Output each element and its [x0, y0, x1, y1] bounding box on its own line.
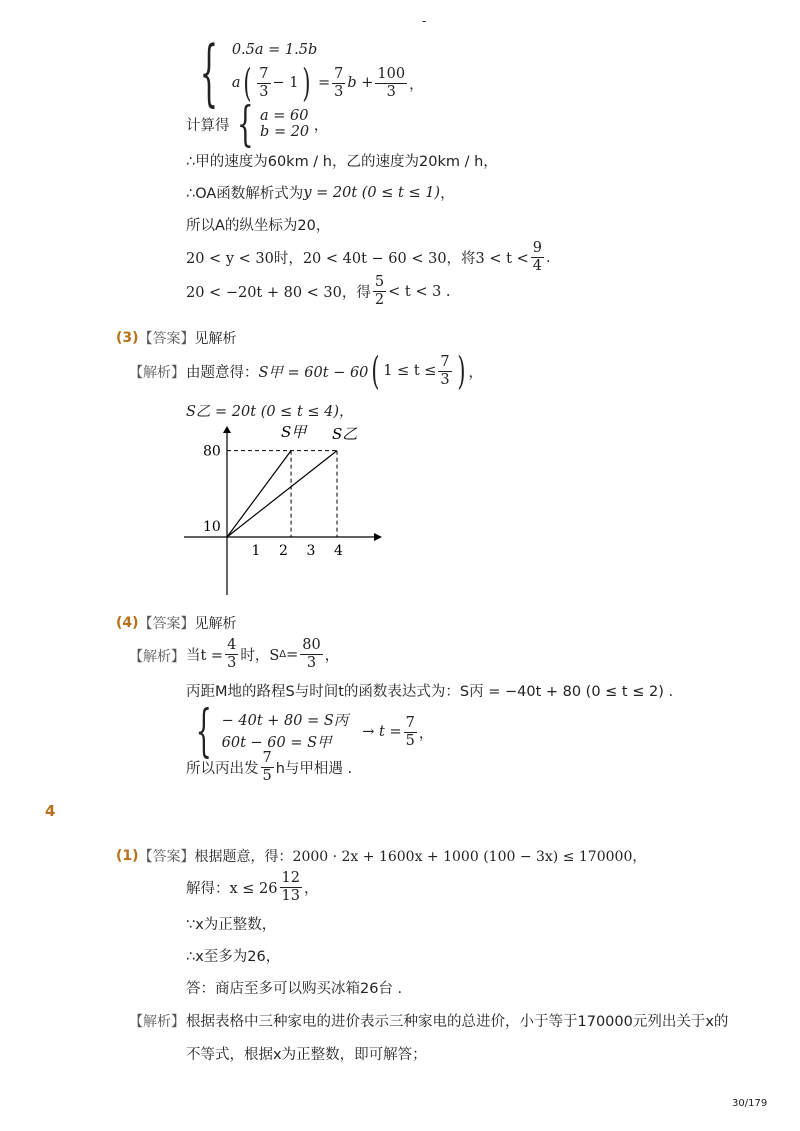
- equation-system-2: { − 40t + 80 = S丙 60t − 60 = S甲 → t = $\frac{7}{5}$ ，: [195, 699, 434, 764]
- when-num2: 80: [302, 637, 321, 653]
- sys2-den: 5: [405, 732, 415, 749]
- ineq2-num: 5: [374, 274, 385, 290]
- answer-text: 见解析: [194, 331, 237, 347]
- oa-expr: y = 20t (0 ≤ t ≤ 1): [303, 184, 441, 201]
- when-num: 4: [227, 637, 237, 653]
- meet-den: 5: [262, 768, 272, 784]
- sys2-arrow: → t =: [362, 724, 402, 740]
- oa-line: [186, 182, 455, 203]
- q4-inequality: 根据题意，得：2000 · 2x + 1600x + 1000 (100 − 3x) ≤ 170000，: [194, 849, 647, 865]
- when-line: [186, 637, 339, 672]
- ineq1-end: .: [545, 249, 551, 266]
- oa-suffix: ，: [440, 186, 455, 202]
- when-den: 3: [227, 655, 237, 671]
- answer-label: 【答案】: [138, 616, 195, 632]
- sys2-num: 7: [405, 714, 415, 731]
- eq-line-2: a ( $\frac{7}{3}$ − 1 ) = $\frac{7}{3}$ b + $\frac{100}{3}$ ，: [231, 61, 424, 105]
- part4-answer-row: [116, 613, 237, 633]
- q4-max: ∴x至多为26，: [186, 949, 281, 965]
- answer-text: 见解析: [194, 616, 237, 632]
- s-jia-line: 由题意得： S甲 = 60t − 60 ( 1 ≤ t ≤ $\frac{7}{3}$ ) ，: [186, 349, 483, 393]
- calc-b: b = 20: [260, 124, 310, 140]
- ineq1-text: 20 < y < 30时，20 < 40t − 60 < 30，将3 < t <: [186, 251, 529, 267]
- x-tick-label: 4: [334, 543, 343, 559]
- q4-ans: 答：商店至多可以购买冰箱26台 .: [186, 981, 403, 997]
- ineq2-end: < t < 3 .: [388, 283, 451, 300]
- meet-b: h与甲相遇 .: [275, 761, 353, 777]
- when-a: 当t =: [186, 648, 224, 664]
- meet-line: [186, 750, 352, 785]
- y-tick-label: 10: [203, 519, 221, 536]
- top-mark: -: [422, 14, 427, 28]
- sys2-suffix: ，: [418, 725, 434, 742]
- solve-a: 解得：x ≤ 26: [186, 881, 278, 897]
- label-s-yi: S乙: [332, 425, 358, 443]
- part4-number: (4): [116, 615, 139, 631]
- part3-analysis-label: 【解析】: [129, 365, 185, 381]
- x-tick-label: 3: [306, 543, 316, 559]
- q4-analysis-line2: 不等式，根据x为正整数，即可解答；: [186, 1047, 427, 1063]
- question-number: 4: [45, 802, 56, 820]
- solve-num: 12: [281, 870, 300, 886]
- meet-num: 7: [262, 750, 272, 766]
- speed-line: ∴甲的速度为60km / h，乙的速度为20km / h，: [186, 154, 498, 170]
- comma: ，: [409, 76, 424, 93]
- q4-part1-row: [116, 846, 646, 866]
- when-den2: 3: [306, 655, 317, 671]
- a-line: 所以A的纵坐标为20，: [186, 218, 331, 234]
- distance-time-chart: [176, 425, 386, 600]
- y-tick-label: 80: [203, 443, 221, 460]
- q4-int: ∵x为正整数，: [186, 917, 277, 933]
- q4-analysis-line1: 根据表格中三种家电的进价表示三种家电的总进价，小于等于170000元列出关于x的: [186, 1014, 729, 1030]
- answer-label: 【答案】: [138, 331, 195, 347]
- y-axis-arrow: [223, 426, 231, 433]
- ineq2-den: 2: [374, 292, 385, 308]
- jia-prefix: 由题意得：: [186, 364, 259, 381]
- page-number: 30/179: [732, 1098, 768, 1109]
- calc-result: 计算得 { a = 60 b = 20 ，: [186, 96, 329, 152]
- answer-label: 【答案】: [138, 849, 195, 865]
- sys2-eq2: 60t − 60 = S甲: [221, 735, 332, 751]
- x-tick-label: 1: [251, 543, 261, 559]
- s-yi-line: S乙 = 20t (0 ≤ t ≤ 4)，: [186, 404, 354, 420]
- sys2-eq1: − 40t + 80 = S丙: [221, 713, 349, 729]
- jia-num: 7: [440, 353, 450, 370]
- jia-suffix: ，: [468, 364, 483, 381]
- when-sub: Δ: [279, 649, 287, 660]
- inequality-1: [186, 240, 551, 275]
- ineq1-den: 4: [532, 258, 542, 274]
- ineq1-num: 9: [532, 240, 542, 256]
- inequality-2: [186, 274, 451, 309]
- jia-den: 3: [440, 371, 450, 388]
- part3-answer-row: [116, 328, 237, 348]
- jia-expr: S甲 = 60t − 60: [258, 364, 369, 381]
- x-tick-label: 2: [279, 543, 288, 559]
- ineq2-text: 20 < −20t + 80 < 30，得: [186, 285, 371, 301]
- q4-analysis-label: 【解析】: [129, 1014, 185, 1030]
- eq-line-1: 0.5a = 1.5b: [231, 42, 318, 58]
- x-axis-arrow: [374, 533, 382, 541]
- part3-number: (3): [116, 330, 139, 346]
- meet-a: 所以丙出发: [186, 761, 259, 777]
- jia-range: 1 ≤ t ≤: [383, 363, 437, 379]
- q4-part1-number: (1): [116, 848, 139, 864]
- label-s-jia: S甲: [281, 425, 307, 441]
- solve-den: 13: [281, 888, 300, 904]
- when-b: 时，S: [240, 648, 280, 664]
- calc-label: 计算得: [186, 117, 230, 134]
- part4-analysis-label: 【解析】: [129, 649, 185, 665]
- calc-a: a = 60: [260, 108, 309, 124]
- when-c: =: [286, 646, 299, 663]
- q4-solve: [186, 870, 318, 905]
- oa-prefix: ∴OA函数解析式为: [186, 186, 304, 202]
- equation-system-1: { 0.5a = 1.5b a ( $\frac{7}{3}$ − 1 ) = $\frac{7}{3}$ b + $\frac{100}{3}$ ，: [199, 30, 424, 114]
- when-e: ，: [324, 648, 340, 664]
- solve-b: ，: [303, 881, 319, 897]
- bing-line: 丙距M地的路程S与时间t的函数表达式为：S丙 = −40t + 80 (0 ≤ t ≤ 2) .: [186, 684, 674, 700]
